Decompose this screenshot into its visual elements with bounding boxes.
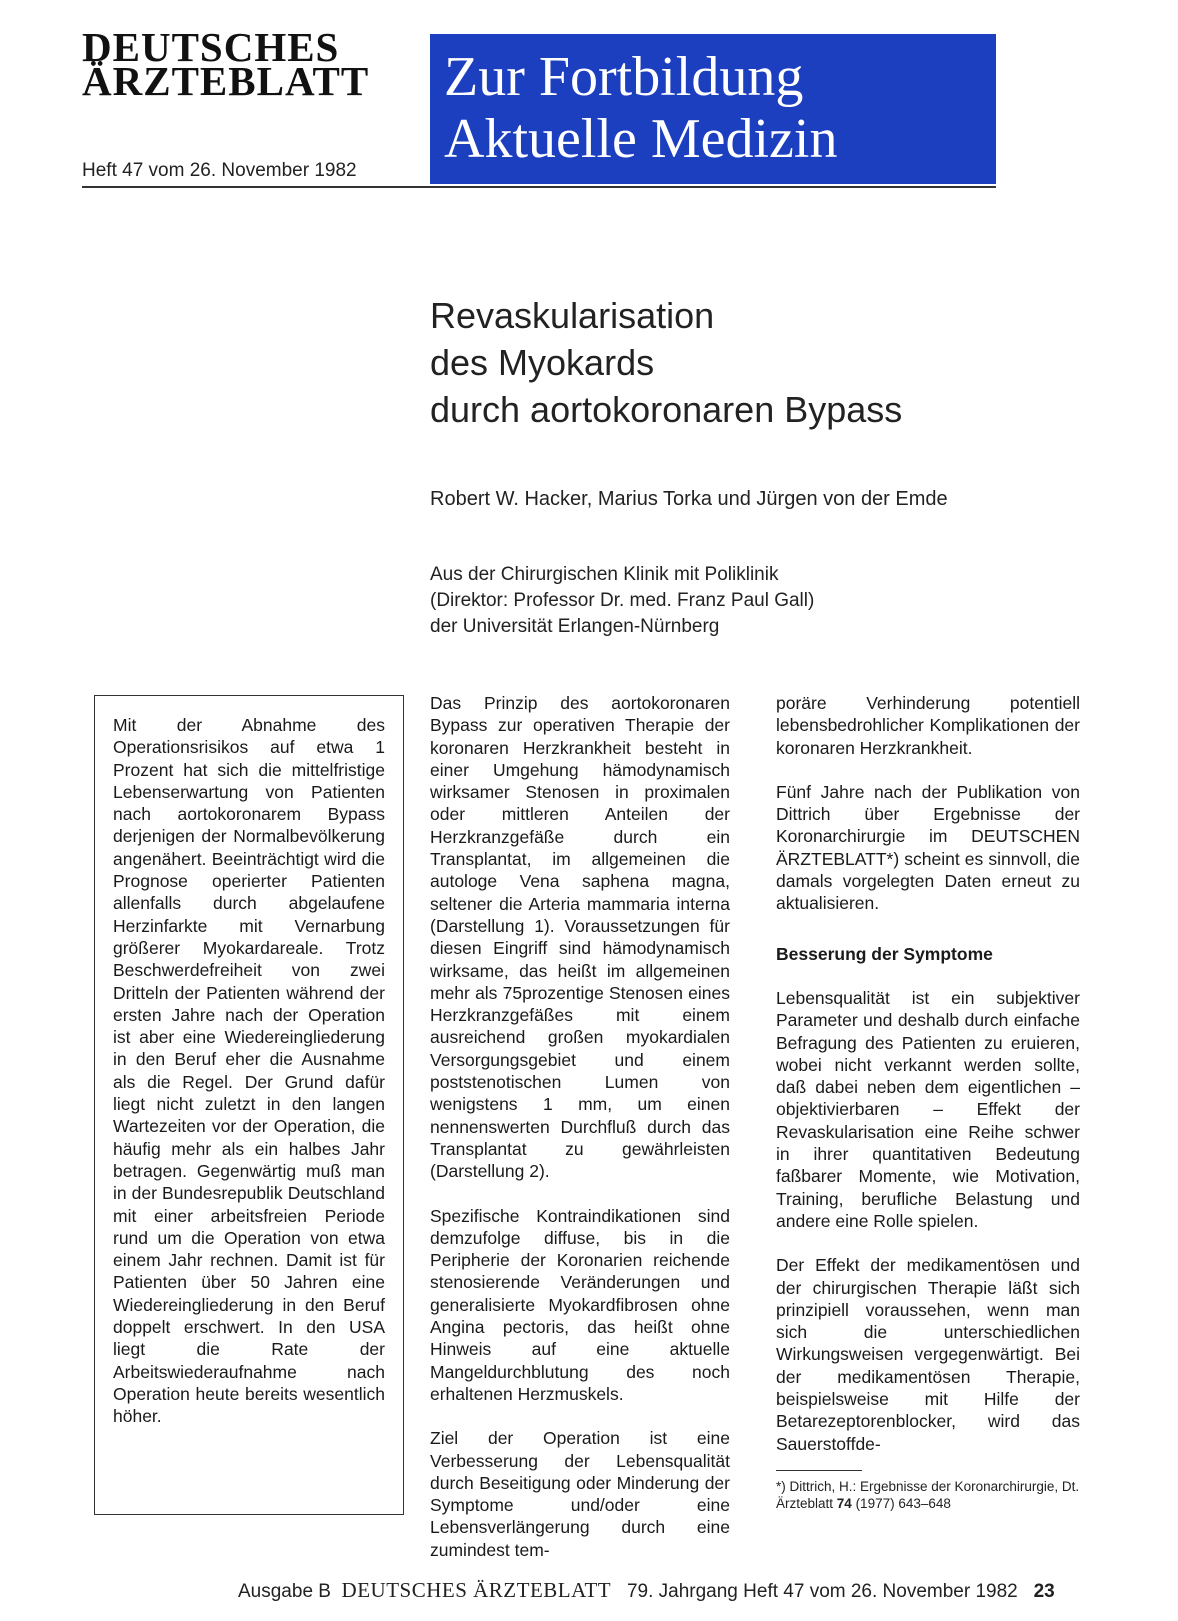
banner-line-1: Zur Fortbildung <box>444 46 804 108</box>
paragraph: Fünf Jahre nach der Publikation von Dittrich über Ergebnisse der Koronarchirurgie im DEUTSCHEN ÄRZTEBLATT*) scheint es sinnvoll, die damals vorgelegten Daten erneut zu aktualisieren. <box>776 781 1080 914</box>
masthead-line-2: ÄRZTEBLATT <box>82 58 370 104</box>
masthead-logo <box>82 24 402 104</box>
footnote-text: *) Dittrich, H.: Ergebnisse der Koronarchirurgie, Dt. Ärzteblatt <box>776 1479 1080 1511</box>
page-number: 23 <box>1033 1581 1055 1602</box>
title-line-3: durch aortokoronaren Bypass <box>430 389 903 430</box>
footnote-divider <box>776 1470 862 1471</box>
footnote-volume: 74 <box>836 1496 852 1511</box>
footer-issue: 79. Jahrgang Heft 47 vom 26. November 1982 <box>626 1581 1018 1602</box>
section-banner <box>430 34 996 184</box>
paragraph: Lebensqualität ist ein subjektiver Parameter und deshalb durch einfache Befragung des Patienten zu eruieren, wobei nicht verkannt werden sollte, daß dabei neben dem eigentlichen – objektivierbaren – Effekt der Revaskularisation eine Reihe schwer in ihrer quantitativen Bedeutung faßbarer Momente, wie Motivation, Training, berufliche Belastung und andere eine Rolle spielen. <box>776 987 1080 1231</box>
affiliation-line-1: Aus der Chirurgischen Klinik mit Poliklinik <box>430 564 779 585</box>
footer-journal: DEUTSCHES ÄRZTEBLATT <box>341 1578 612 1602</box>
body-column-2 <box>776 692 1080 1477</box>
banner-line-2: Aktuelle Medizin <box>444 108 838 170</box>
body-column-1 <box>430 692 730 1583</box>
paragraph: Der Effekt der medikamentösen und der chirurgischen Therapie läßt sich prinzipiell voraussehen, wenn man sich die unterschiedlichen Wirkungsweisen vergegenwärtigt. Bei der medikamentösen Therapie, beispielsweise mit Hilfe der Betarezeptorenblocker, wird das Sauerstoffde- <box>776 1255 1080 1454</box>
footer-edition: Ausgabe B <box>238 1581 331 1602</box>
issue-line: Heft 47 vom 26. November 1982 <box>82 160 357 181</box>
paragraph: Spezifische Kontraindikationen sind demzufolge diffuse, bis in die Peripherie der Koronarien reichende stenosierende Veränderungen und generalisierte Myokardfibrosen ohne Angina pectoris, das heißt ohne Hinweis auf eine aktuelle Mangeldurchblutung des noch erhaltenen Herzmuskels. <box>430 1205 730 1404</box>
header-divider <box>82 186 996 188</box>
paragraph: Ziel der Operation ist eine Verbesserung der Lebensqualität durch Beseitigung oder Minderung der Symptome und/oder eine Lebensverlängerung durch eine zumindest tem- <box>430 1428 730 1560</box>
footnote <box>776 1478 1080 1512</box>
affiliation-line-2: (Direktor: Professor Dr. med. Franz Paul Gall) <box>430 590 815 611</box>
title-line-2: des Myokards <box>430 342 655 383</box>
article-authors: Robert W. Hacker, Marius Torka und Jürgen von der Emde <box>430 488 948 510</box>
article-title <box>430 292 1090 433</box>
abstract-text: Mit der Abnahme des Operationsrisikos auf etwa 1 Prozent hat sich die mittelfristige Lebenserwartung von Patienten nach aortokoronarem Bypass derjenigen der Normalbevölkerung angenähert. Beeinträchtigt wird die Prognose operierter Patienten allenfalls durch abgelaufene Herzinfarkte mit Vernarbung größerer Myokardareale. Trotz Beschwerdefreiheit von zwei Dritteln der Patienten während der ersten Jahre nach der Operation ist aber eine Wiedereingliederung in den Beruf eher die Ausnahme als die Regel. Der Grund dafür liegt nicht zuletzt in den langen Wartezeiten vor der Operation, die häufig mehr als ein halbes Jahr betragen. Gegenwärtig muß man in der Bundesrepublik Deutschland mit einer arbeitsfreien Periode rund um die Operation von etwa einem Jahr rechnen. Damit ist für Patienten über 50 Jahren eine Wiedereingliederung in den Beruf doppelt erschwert. In den USA liegt die Rate der Arbeitswiederaufnahme nach Operation heute bereits wesentlich höher. <box>113 715 385 1427</box>
abstract-box <box>94 695 404 1515</box>
footnote-text-end: (1977) 643–648 <box>851 1496 951 1511</box>
paragraph: Das Prinzip des aortokoronaren Bypass zur operativen Therapie der koronaren Herzkrankheit besteht in einer Umgehung hämodynamisch wirksamer Stenosen in proximalen oder mittleren Anteilen der Herzkranzgefäße durch ein Transplantat, im allgemeinen die autologe Vena saphena magna, seltener die Arteria mammaria interna (Darstellung 1). Voraussetzungen für diesen Eingriff sind hämodynamisch wirksame, das heißt im allgemeinen mehr als 75prozentige Stenosen eines Herzkranzgefäßes mit einem ausreichend großen myokardialen Versorgungsgebiet und einem poststenotischen Lumen von wenigstens 1 mm, um einen nennenswerten Durchfluß durch das Transplantat zu gewährleisten (Darstellung 2). <box>430 693 730 1182</box>
title-line-1: Revaskularisation <box>430 295 715 336</box>
paragraph: poräre Verhinderung potentiell lebensbedrohlicher Komplikationen der koronaren Herzkrankheit. <box>776 693 1080 758</box>
section-heading: Besserung der Symptome <box>776 943 993 964</box>
page-footer <box>238 1578 1055 1603</box>
affiliation-line-3: der Universität Erlangen-Nürnberg <box>430 616 720 637</box>
article-affiliation <box>430 562 814 640</box>
masthead-line-1: DEUTSCHES <box>82 24 340 70</box>
